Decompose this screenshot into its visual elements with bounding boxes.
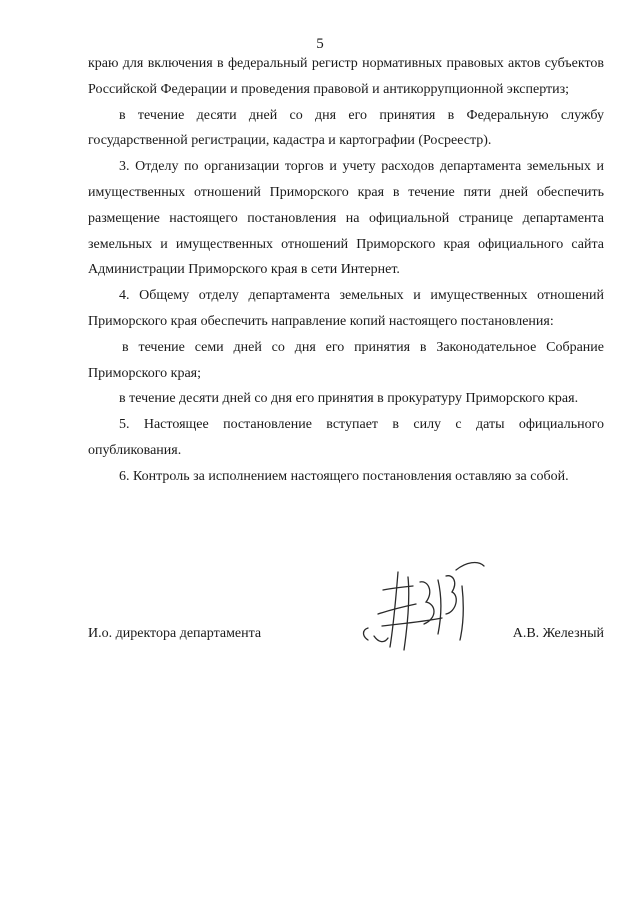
paragraph-item-5: 5. Настоящее постановление вступает в силу с даты официального опубликования. <box>88 417 604 458</box>
paragraph-item-4-sub-2: в течение десяти дней со дня его принятия в прокуратуру Приморского края. <box>119 391 579 407</box>
page-number: 5 <box>316 36 324 52</box>
signatory-name: А.В. Железный <box>512 626 604 641</box>
paragraph-item-6: 6. Контроль за исполнением настоящего постановления оставляю за собой. <box>119 468 569 484</box>
signatory-title: И.о. директора департамента <box>88 626 262 641</box>
paragraph-item-4-sub-1: в течение семи дней со дня его принятия в Законодательное Собрание Приморского края; <box>88 339 604 381</box>
document-body <box>88 51 604 490</box>
paragraph-item-4: 4. Общему отделу департамента земельных и имущественных отношений Приморского края обеспечить направление копий настоящего постановления: <box>88 288 604 329</box>
signature-block <box>88 626 604 656</box>
paragraph-continuation-1: краю для включения в федеральный регистр нормативных правовых актов субъектов Российской Федерации и проведения правовой и антикоррупционной экспертиз; <box>88 56 604 97</box>
paragraph-continuation-2: в течение десяти дней со дня его принятия в Федеральную службу государственной регистрации, кадастра и картографии (Росреестр). <box>88 107 604 149</box>
paragraph-item-3: 3. Отделу по организации торгов и учету расходов департамента земельных и имущественных отношений Приморского края в течение пяти дней обеспечить размещение настоящего постановления на официальной странице департамента земельных и имущественных отношений Приморского края официального сайта Администрации Приморского края в сети Интернет. <box>88 159 604 278</box>
